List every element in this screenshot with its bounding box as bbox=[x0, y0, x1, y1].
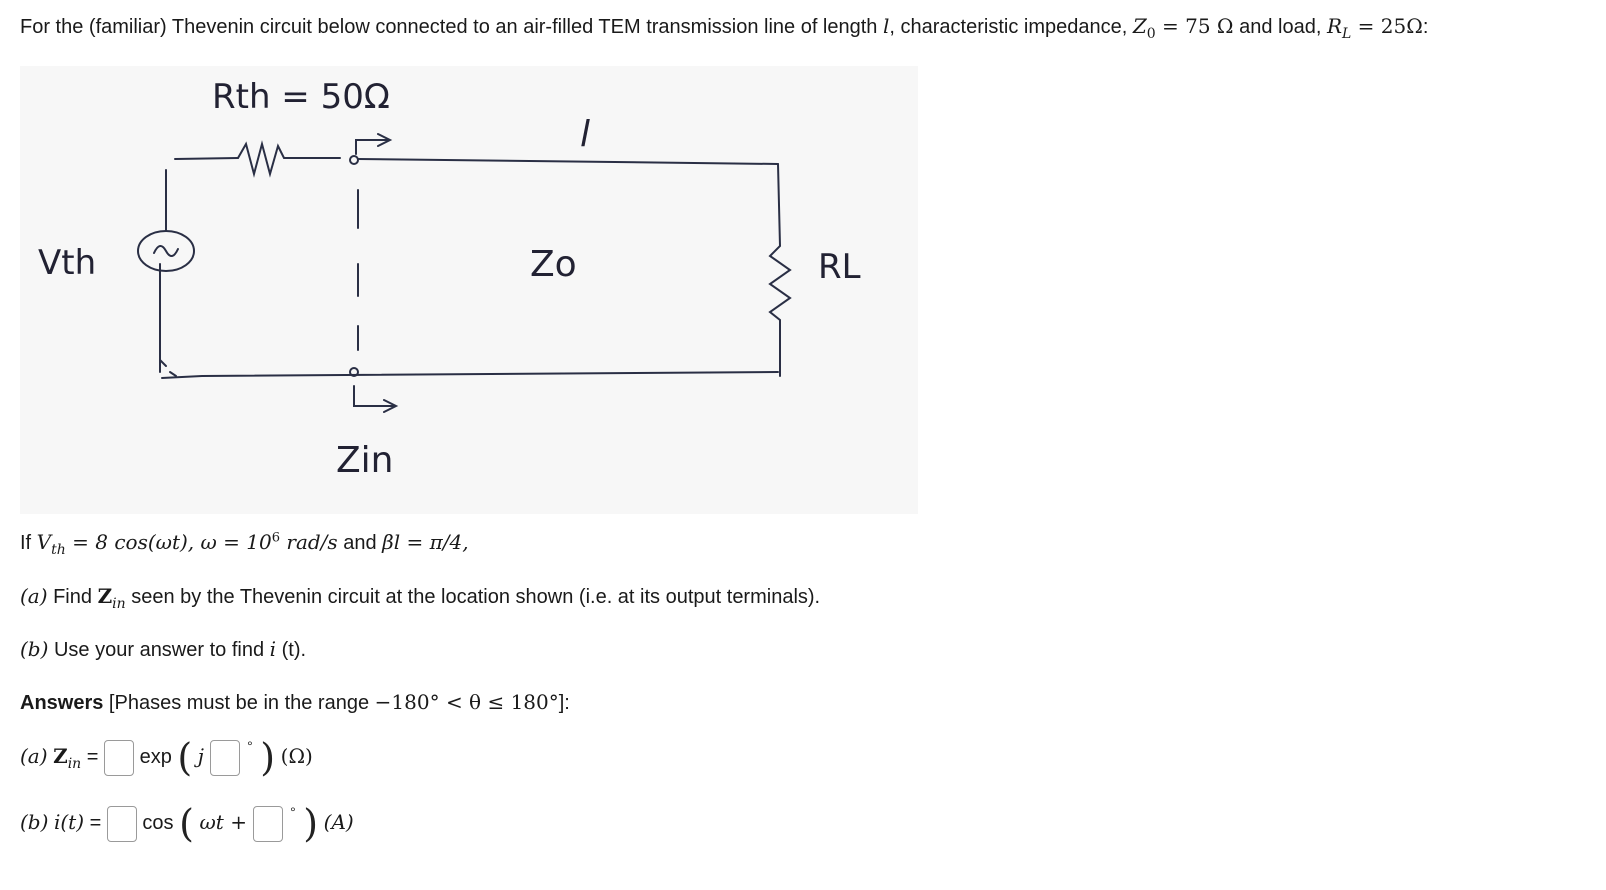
answer-a-row: (a) $Z_{in} = \exp$ ( j ° ) (Ω) bbox=[20, 735, 313, 780]
terminal-top bbox=[350, 156, 358, 164]
rl-label: RL bbox=[818, 247, 861, 287]
arrow-top-icon bbox=[356, 134, 390, 154]
close-paren: ) bbox=[260, 735, 276, 780]
rth-label: Rth = 50Ω bbox=[212, 77, 390, 117]
wire-top-left bbox=[175, 158, 238, 159]
rth-resistor bbox=[238, 144, 340, 174]
answers-header: Answers [Phases must be in the range −180° < θ ≤ 180°]: bbox=[20, 690, 570, 714]
arrow-bottom-icon bbox=[354, 386, 396, 412]
circuit-diagram bbox=[20, 66, 918, 514]
circuit-svg bbox=[20, 66, 918, 514]
zin-label: Zin bbox=[336, 440, 394, 481]
open-paren: ( bbox=[179, 801, 194, 846]
given-conditions: If $V_{th} = 8$ cos(ωt), $\omega = 10^6$ rad/s and βl = π/4, bbox=[20, 530, 469, 558]
part-b-question: (b) Use your answer to find i (t). bbox=[20, 637, 307, 661]
close-paren: ) bbox=[303, 801, 319, 846]
length-label: l bbox=[580, 114, 591, 155]
part-a-question: (a) Find $Z_{in}$ seen by the Thevenin circuit at the location shown (i.e. at its output terminals). bbox=[20, 584, 821, 612]
zin-phase-input[interactable] bbox=[210, 740, 240, 776]
open-paren: ( bbox=[177, 735, 193, 780]
rl-resistor bbox=[770, 164, 790, 376]
current-phase-input[interactable] bbox=[253, 806, 283, 842]
zin-magnitude-input[interactable] bbox=[104, 740, 134, 776]
vth-label: Vth bbox=[38, 243, 97, 283]
z0-label: Zo bbox=[530, 244, 577, 285]
current-amplitude-input[interactable] bbox=[107, 806, 137, 842]
ac-wave-icon bbox=[154, 246, 178, 256]
tline-bottom bbox=[162, 372, 778, 378]
wire-corner bbox=[160, 360, 176, 376]
tline-top bbox=[358, 159, 778, 164]
problem-intro: For the (familiar) Thevenin circuit below connected to an air-filled TEM transmission line of length l, characteristic impedance, $Z_0 = 75$ Ω and load, $R_L = 25\Omega$: bbox=[20, 14, 1429, 42]
answer-b-row: (b) i(t) = cos ( ωt + ° ) (A) bbox=[20, 801, 354, 846]
